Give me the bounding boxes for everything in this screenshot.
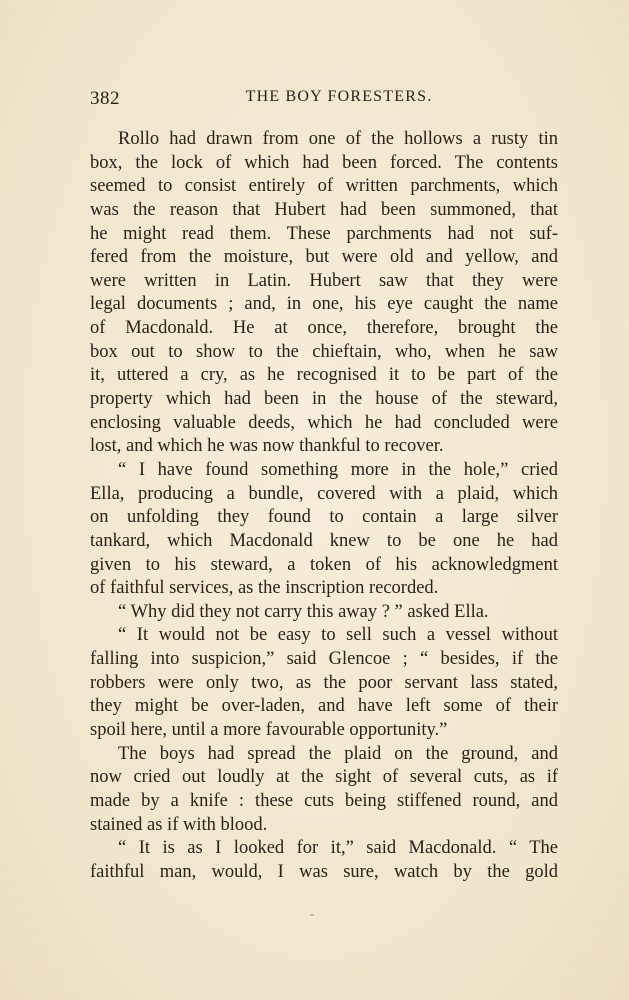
text-line: “ It would not be easy to sell such a vessel without	[118, 625, 558, 646]
text-line: The boys had spread the plaid on the ground, and	[118, 743, 558, 764]
text-line: given to his steward, a token of his acknowledgment	[90, 554, 558, 575]
text-line: now cried out loudly at the sight of several cuts, as if	[90, 767, 558, 788]
page-number: 382	[90, 88, 120, 109]
text-line: “ It is as I looked for it,” said Macdonald. “ The	[118, 838, 558, 859]
text-line: fered from the moisture, but were old and yellow, and	[90, 247, 558, 268]
text-line: lost, and which he was now thankful to recover.	[90, 436, 444, 457]
text-line: he might read them. These parchments had not suf-	[90, 223, 558, 244]
text-line: robbers were only two, as the poor servant lass stated,	[90, 672, 558, 693]
text-line: they might be over-laden, and have left some of their	[90, 696, 558, 717]
text-line: spoil here, until a more favourable opportunity.”	[90, 720, 448, 741]
text-line: box out to show to the chieftain, who, when he saw	[90, 341, 558, 362]
text-line: Rollo had drawn from one of the hollows a rusty tin	[118, 129, 558, 149]
text-line: on unfolding they found to contain a large silver	[90, 507, 558, 528]
text-line: made by a knife : these cuts being stiffened round, and	[90, 790, 558, 811]
text-line: of Macdonald. He at once, therefore, brought the	[90, 318, 558, 339]
text-line: Ella, producing a bundle, covered with a plaid, which	[90, 483, 558, 504]
text-line: of faithful services, as the inscription recorded.	[90, 578, 439, 599]
text-line: was the reason that Hubert had been summoned, that	[90, 199, 558, 220]
text-line: property which had been in the house of the steward,	[90, 389, 558, 410]
paper-speck	[310, 914, 314, 916]
text-line: falling into suspicion,” said Glencoe ; “ besides, if the	[90, 649, 558, 670]
text-line: were written in Latin. Hubert saw that they were	[90, 270, 558, 291]
body-text	[90, 128, 558, 885]
text-line: seemed to consist entirely of written parchments, which	[90, 176, 558, 197]
text-line: enclosing valuable deeds, which he had concluded were	[90, 412, 558, 433]
text-line: faithful man, would, I was sure, watch by the gold	[90, 861, 558, 882]
text-line: legal documents ; and, in one, his eye caught the name	[90, 294, 558, 315]
text-line: stained as if with blood.	[90, 814, 268, 835]
running-title: THE BOY FORESTERS.	[245, 88, 433, 105]
text-line: “ Why did they not carry this away ? ” asked Ella.	[118, 601, 489, 622]
text-line: it, uttered a cry, as he recognised it to be part of the	[90, 365, 558, 386]
page-header	[90, 88, 558, 114]
text-line: box, the lock of which had been forced. The contents	[90, 152, 558, 173]
text-line: tankard, which Macdonald knew to be one he had	[90, 530, 558, 551]
text-line: “ I have found something more in the hole,” cried	[118, 459, 558, 480]
